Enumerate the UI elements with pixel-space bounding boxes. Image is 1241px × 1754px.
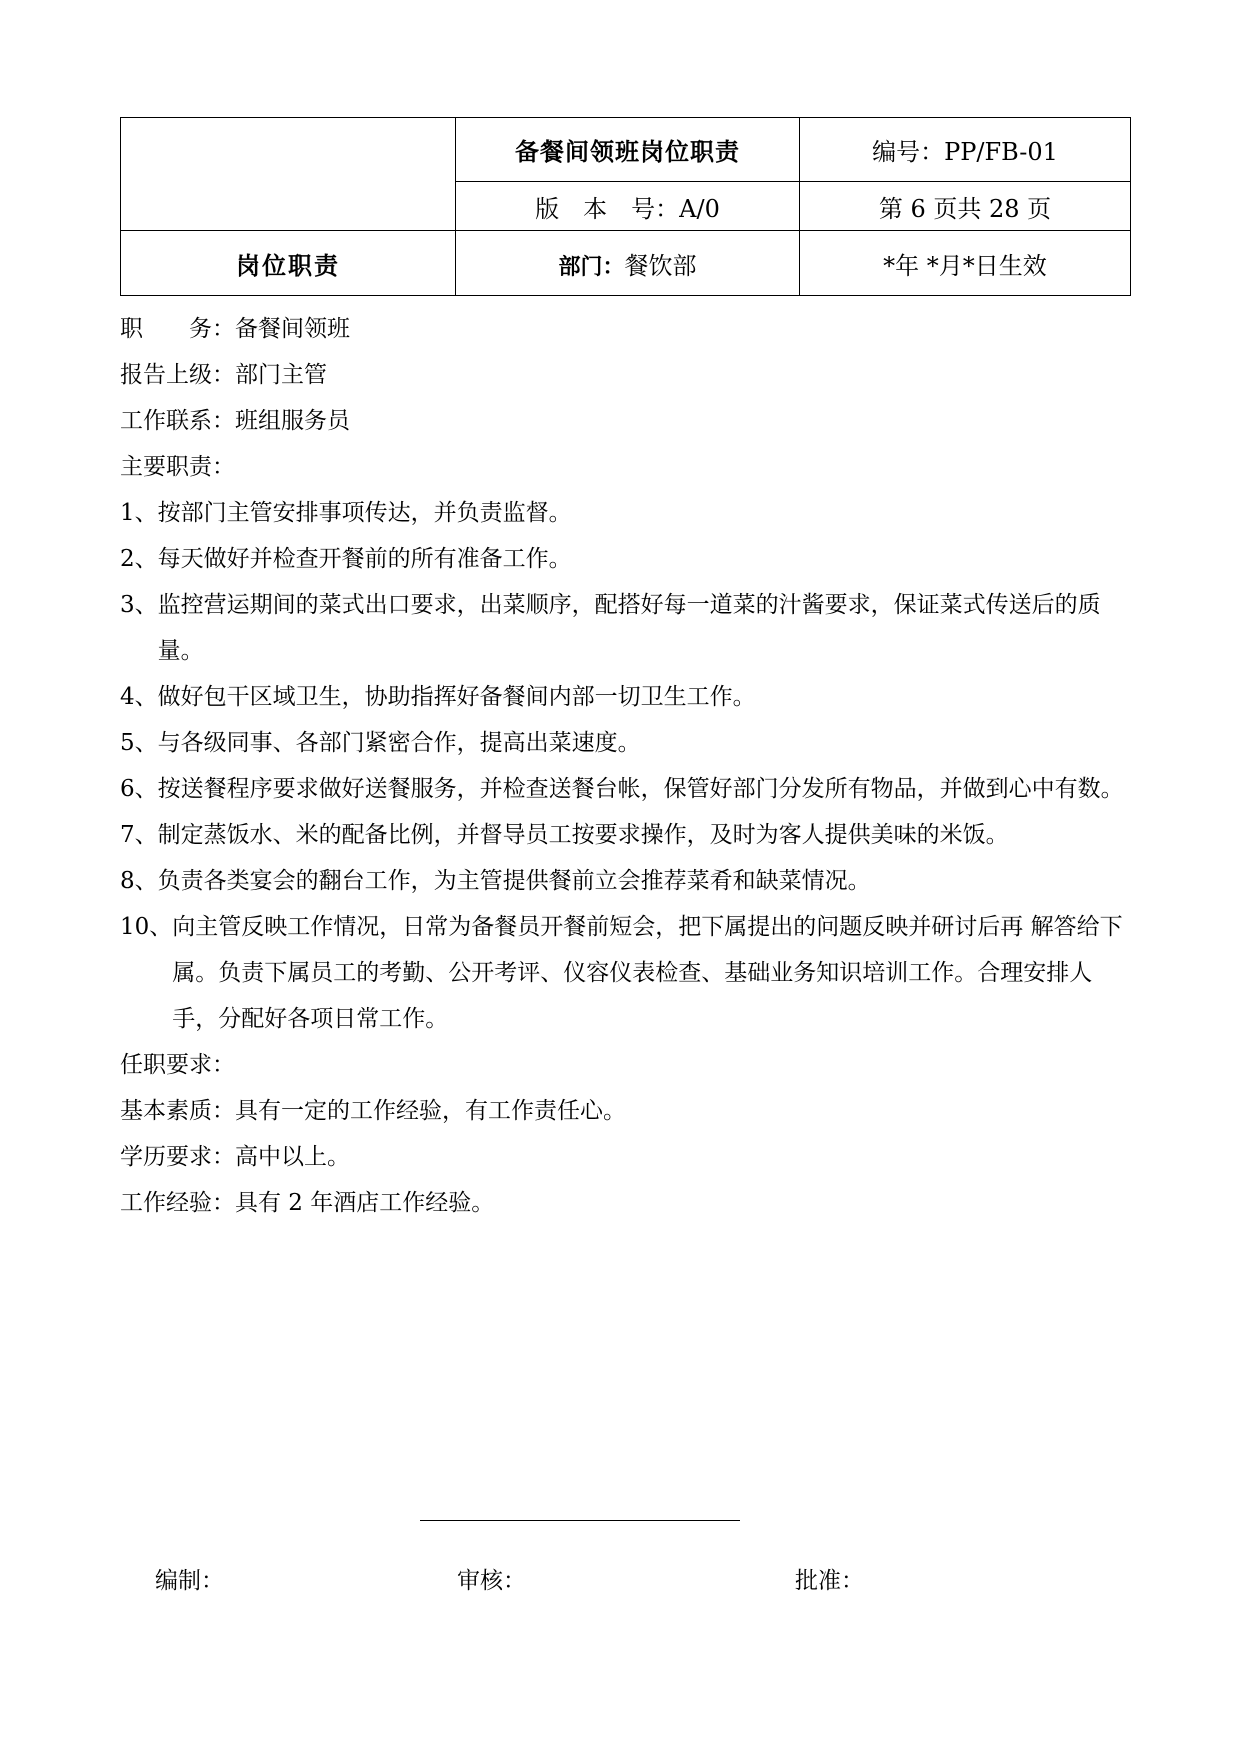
- position-line: 职 务：备餐间领班: [120, 316, 350, 342]
- effective-date: *年 *月*日生效: [800, 231, 1131, 296]
- duty-item: [120, 490, 1132, 536]
- compiled-by-label: 编制：: [155, 1568, 224, 1594]
- duty-text: 按部门主管安排事项传达，并负责监督。: [157, 500, 572, 526]
- experience-line: 工作经验：具有 2 年酒店工作经验。: [120, 1190, 495, 1216]
- duty-item: [120, 674, 1132, 720]
- duty-text: 监控营运期间的菜式出口要求，出菜顺序，配搭好每一道菜的汁酱要求，保证菜式传送后的质量。: [157, 592, 1101, 664]
- department-cell: [456, 231, 800, 296]
- duty-text: 负责各类宴会的翻台工作，为主管提供餐前立会推荐菜肴和缺菜情况。: [157, 868, 871, 894]
- duty-item: [120, 904, 1132, 1042]
- duty-number: 7、: [120, 822, 158, 848]
- duty-item: [120, 858, 1132, 904]
- version-number: 版 本 号：A/0: [456, 182, 800, 231]
- education-line: 学历要求：高中以上。: [120, 1144, 350, 1170]
- duty-text: 向主管反映工作情况，日常为备餐员开餐前短会，把下属提出的问题反映并研讨后再 解答给下属。负责下属员工的考勤、公开考评、仪容仪表检查、基础业务知识培训工作。合理安排人手，分配好各项日常工作。: [172, 914, 1123, 1032]
- document-title: 备餐间领班岗位职责: [456, 118, 800, 182]
- duty-number: 8、: [120, 868, 158, 894]
- page-number: 第 6 页共 28 页: [800, 182, 1131, 231]
- duty-number: 5、: [120, 730, 158, 756]
- reviewed-by-label: 审核：: [457, 1568, 526, 1594]
- duty-text: 每天做好并检查开餐前的所有准备工作。: [157, 546, 572, 572]
- duty-item: [120, 766, 1132, 812]
- duty-number: 10、: [120, 914, 173, 940]
- requirements-heading: 任职要求：: [120, 1052, 235, 1078]
- department-label: 部门：: [558, 254, 625, 280]
- duty-number: 1、: [120, 500, 158, 526]
- work-contact-line: 工作联系：班组服务员: [120, 408, 350, 434]
- duty-item: [120, 720, 1132, 766]
- duty-text: 按送餐程序要求做好送餐服务，并检查送餐台帐，保管好部门分发所有物品，并做到心中有数。: [157, 776, 1124, 802]
- duty-item: [120, 812, 1132, 858]
- department-value: 餐饮部: [624, 251, 697, 280]
- duty-text: 与各级同事、各部门紧密合作，提高出菜速度。: [157, 730, 641, 756]
- logo-cell: [121, 118, 456, 231]
- basic-quality-line: 基本素质：具有一定的工作经验，有工作责任心。: [120, 1098, 626, 1124]
- document-body: [120, 306, 1132, 1226]
- reports-to-line: 报告上级：部门主管: [120, 362, 327, 388]
- duty-item: [120, 536, 1132, 582]
- signature-divider: [420, 1520, 740, 1521]
- duty-number: 2、: [120, 546, 158, 572]
- duty-number: 6、: [120, 776, 158, 802]
- approved-by-label: 批准：: [795, 1568, 864, 1594]
- duty-item: [120, 582, 1132, 674]
- document-code: 编号：PP/FB-01: [800, 118, 1131, 182]
- duty-text: 做好包干区域卫生，协助指挥好备餐间内部一切卫生工作。: [157, 684, 756, 710]
- duty-number: 4、: [120, 684, 158, 710]
- duty-text: 制定蒸饭水、米的配备比例，并督导员工按要求操作，及时为客人提供美味的米饭。: [157, 822, 1009, 848]
- section-title: 岗位职责: [121, 231, 456, 296]
- document-header-table: [120, 117, 1131, 296]
- main-duties-heading: 主要职责：: [120, 454, 235, 480]
- duty-number: 3、: [120, 592, 158, 618]
